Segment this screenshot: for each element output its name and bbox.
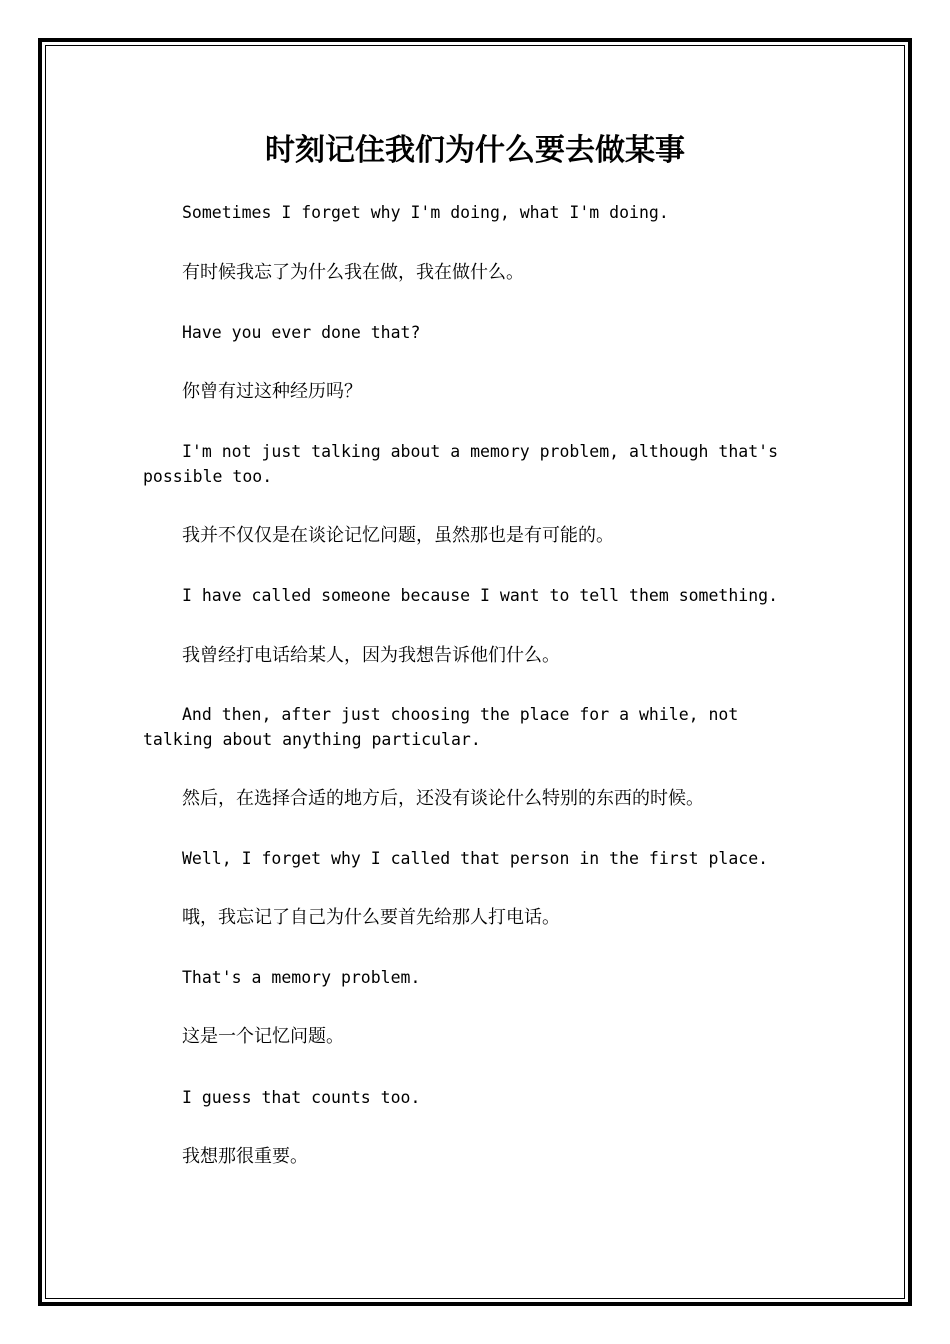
page-border (38, 38, 912, 1306)
paragraph-zh: 有时候我忘了为什么我在做，我在做什么。 (182, 262, 524, 283)
paragraph-zh: 哦，我忘记了自己为什么要首先给那人打电话。 (182, 907, 560, 928)
paragraph-en: I'm not just talking about a memory problem, although that's possible too. (143, 442, 779, 486)
paragraph-zh: 我想那很重要。 (182, 1146, 308, 1167)
paragraph-en: And then, after just choosing the place for a while, not talking about anything particular. (143, 705, 739, 749)
paragraph-en: I have called someone because I want to tell them something. (182, 586, 779, 605)
paragraph-zh: 这是一个记忆问题。 (182, 1026, 344, 1047)
page-border-inner (45, 45, 905, 1299)
paragraph-en: Sometimes I forget why I'm doing, what I'm doing. (182, 203, 669, 222)
paragraph-en: I guess that counts too. (182, 1088, 421, 1107)
document-title: 时刻记住我们为什么要去做某事 (265, 133, 685, 168)
paragraph-en: That's a memory problem. (182, 968, 421, 987)
paragraph-zh: 我并不仅仅是在谈论记忆问题，虽然那也是有可能的。 (182, 525, 614, 546)
paragraph-en: Well, I forget why I called that person in the first place. (182, 849, 769, 868)
paragraph-zh: 你曾有过这种经历吗？ (182, 381, 362, 402)
paragraph-zh: 我曾经打电话给某人，因为我想告诉他们什么。 (182, 645, 560, 666)
paragraph-zh: 然后，在选择合适的地方后，还没有谈论什么特别的东西的时候。 (182, 788, 704, 809)
paragraph-en: Have you ever done that? (182, 323, 421, 342)
